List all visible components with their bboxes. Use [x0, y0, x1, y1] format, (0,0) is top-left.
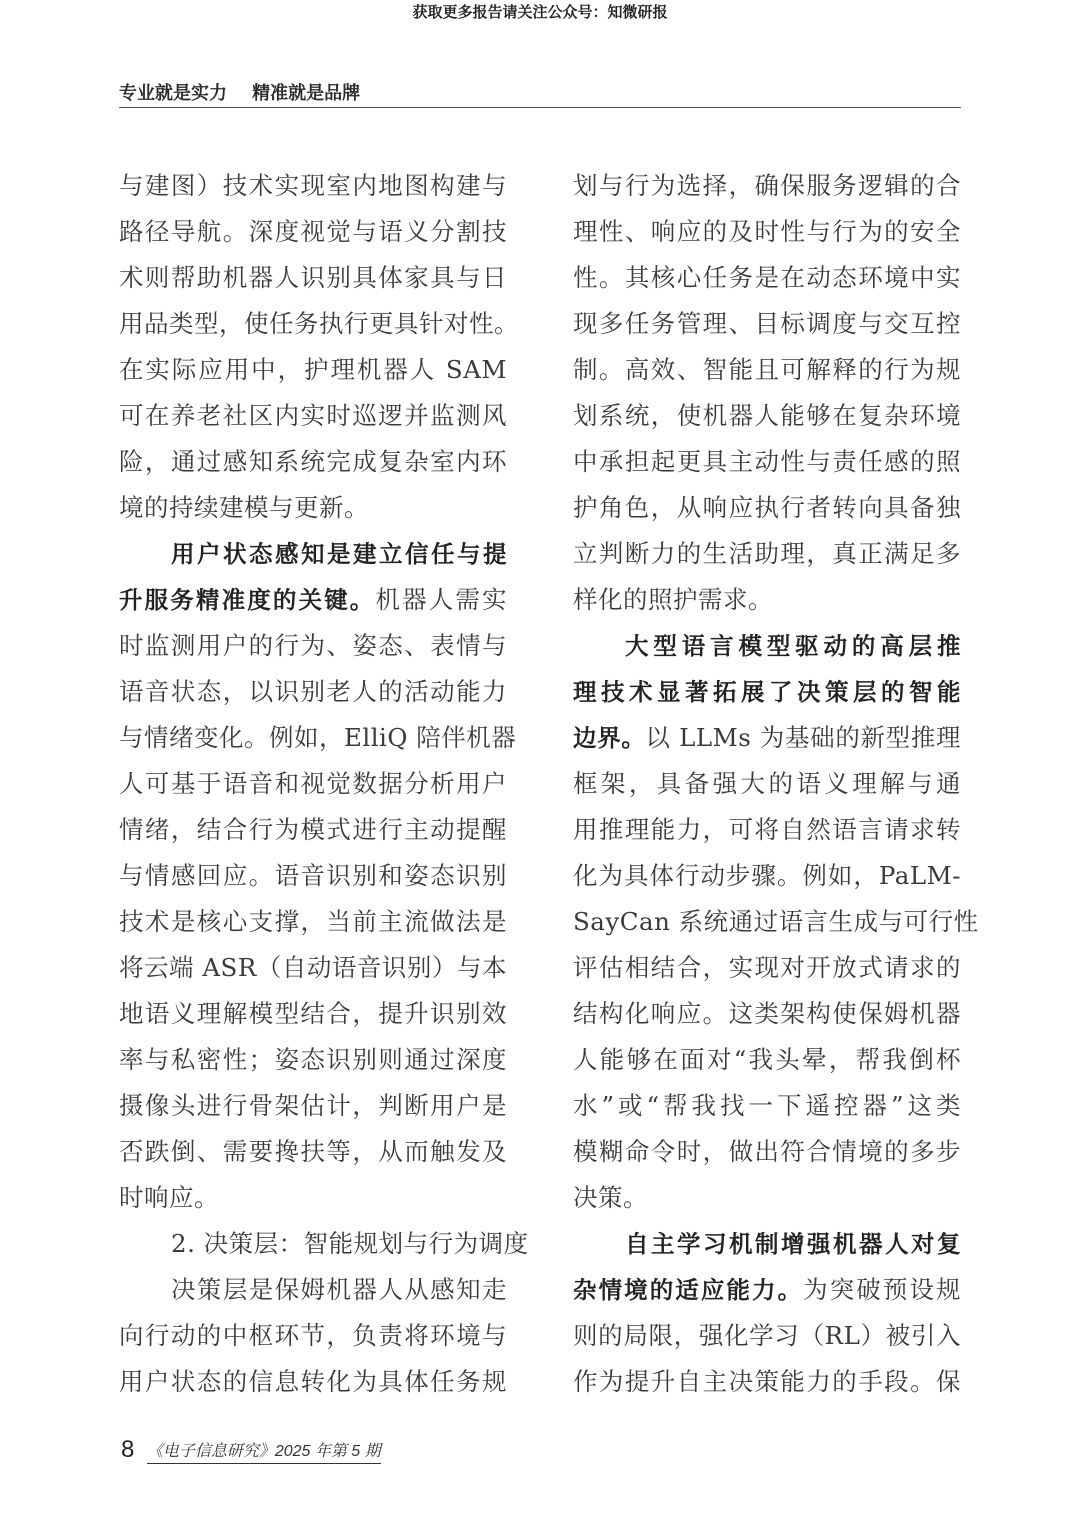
text-line [119, 761, 507, 807]
text-line [573, 209, 961, 255]
body-text: 技术是核心支撑，当前主流做法是 [119, 907, 507, 936]
body-text: 人可基于语音和视觉数据分析用户 [119, 769, 507, 798]
text-line [573, 301, 961, 347]
text-line [573, 669, 961, 715]
body-text: 作为提升自主决策能力的手段。保 [573, 1367, 961, 1396]
text-line [573, 393, 961, 439]
body-text: 境的持续建模与更新。 [119, 493, 369, 522]
journal-citation: 《电子信息研究》2025 年第 5 期 [147, 1438, 381, 1464]
text-line [573, 853, 961, 899]
text-line [119, 899, 507, 945]
text-line [573, 761, 961, 807]
body-text: 以 LLMs 为基础的新型推理 [645, 723, 961, 752]
text-line [573, 899, 979, 945]
body-text: 决策层是保姆机器人从感知走 [171, 1275, 507, 1304]
body-text: 与情感回应。语音识别和姿态识别 [119, 861, 507, 890]
body-text: SayCan 系统通过语言生成与可行性 [573, 907, 979, 936]
text-line [119, 669, 507, 715]
bold-lead-text: 理技术显著拓展了决策层的智能 [573, 678, 961, 706]
text-line [119, 853, 507, 899]
bold-lead-text: 边界。 [573, 724, 646, 752]
body-text: 决策。 [573, 1183, 648, 1212]
text-line [119, 991, 507, 1037]
text-line [573, 577, 961, 623]
body-text: 地语义理解模型结合，提升识别效 [119, 999, 507, 1028]
body-text: 评估相结合，实现对开放式请求的 [573, 953, 961, 982]
body-text: 结构化响应。这类架构使保姆机器 [573, 999, 961, 1028]
text-line [119, 301, 519, 347]
text-line [119, 577, 507, 623]
text-line [119, 163, 507, 209]
text-line [573, 1175, 961, 1221]
body-text: 划与行为选择，确保服务逻辑的合 [573, 171, 961, 200]
body-text: 化为具体行动步骤。例如，PaLM- [573, 861, 961, 890]
text-line [119, 1037, 507, 1083]
body-text: 术则帮助机器人识别具体家具与日 [119, 263, 507, 292]
text-line [119, 209, 507, 255]
text-line [119, 623, 507, 669]
body-text: 2. 决策层：智能规划与行为调度 [171, 1229, 529, 1258]
body-text: 现多任务管理、目标调度与交互控 [573, 309, 961, 338]
text-line [573, 715, 961, 761]
text-line [573, 1129, 961, 1175]
body-text: 用品类型，使任务执行更具针对性。 [119, 309, 519, 338]
body-text: 率与私密性；姿态识别则通过深度 [119, 1045, 507, 1074]
body-text: 立判断力的生活助理，真正满足多 [573, 539, 961, 568]
body-text: 为突破预设规 [803, 1275, 962, 1304]
bold-lead-text: 用户状态感知是建立信任与提 [171, 540, 507, 568]
page-number: 8 [121, 1436, 135, 1463]
text-line [573, 163, 961, 209]
body-text: 模糊命令时，做出符合情境的多步 [573, 1137, 961, 1166]
text-line [573, 1037, 961, 1083]
right-text-column [573, 163, 979, 1405]
text-line [119, 439, 507, 485]
body-text: 用户状态的信息转化为具体任务规 [119, 1367, 507, 1396]
text-line [573, 945, 961, 991]
body-text: 性。其核心任务是在动态环境中实 [573, 263, 961, 292]
bold-lead-text: 杂情境的适应能力。 [573, 1276, 804, 1304]
body-text: 语音状态，以识别老人的活动能力 [119, 677, 507, 706]
text-line [119, 1129, 507, 1175]
body-text: 中承担起更具主动性与责任感的照 [573, 447, 961, 476]
text-line [573, 991, 961, 1037]
text-line [573, 1359, 961, 1405]
text-line [119, 715, 517, 761]
body-text: 划系统，使机器人能够在复杂环境 [573, 401, 961, 430]
text-line [119, 255, 507, 301]
text-line [573, 1313, 961, 1359]
body-text: 制。高效、智能且可解释的行为规 [573, 355, 961, 384]
text-line [119, 1267, 507, 1313]
text-line [573, 623, 961, 669]
body-text: 路径导航。深度视觉与语义分割技 [119, 217, 507, 246]
text-line [573, 439, 961, 485]
text-line [119, 531, 507, 577]
body-text: 水”或“帮我找一下遥控器”这类 [573, 1091, 961, 1120]
text-line [119, 393, 507, 439]
text-line [119, 1083, 507, 1129]
bold-lead-text: 大型语言模型驱动的高层推 [625, 632, 961, 660]
text-line [119, 1359, 507, 1405]
body-text: 用推理能力，可将自然语言请求转 [573, 815, 961, 844]
promo-banner: 获取更多报告请关注公众号：知微研报 [412, 3, 668, 21]
body-text: 框架，具备强大的语义理解与通 [573, 769, 961, 798]
text-line [119, 485, 507, 531]
text-line [573, 531, 961, 577]
text-line [573, 807, 961, 853]
body-text: 则的局限，强化学习（RL）被引入 [573, 1321, 961, 1350]
body-text: 情绪，结合行为模式进行主动提醒 [119, 815, 507, 844]
body-text: 摄像头进行骨架估计，判断用户是 [119, 1091, 507, 1120]
body-text: 人能够在面对“我头晕，帮我倒杯 [573, 1045, 961, 1074]
bold-lead-text: 自主学习机制增强机器人对复 [625, 1230, 961, 1258]
text-line [119, 347, 507, 393]
body-text: 时响应。 [119, 1183, 219, 1212]
text-line [119, 1313, 507, 1359]
text-line [573, 1267, 961, 1313]
text-line [573, 1221, 961, 1267]
text-line [573, 485, 961, 531]
header-divider [119, 107, 961, 108]
text-line [573, 347, 961, 393]
body-text: 向行动的中枢环节，负责将环境与 [119, 1321, 507, 1350]
body-text: 机器人需实 [375, 585, 508, 614]
body-text: 在实际应用中，护理机器人 SAM [119, 355, 507, 384]
body-text: 与建图）技术实现室内地图构建与 [119, 171, 507, 200]
body-text: 护角色，从响应执行者转向具备独 [573, 493, 961, 522]
body-text: 时监测用户的行为、姿态、表情与 [119, 631, 507, 660]
header-slogan: 专业就是实力 精准就是品牌 [119, 83, 361, 104]
text-line [573, 255, 961, 301]
body-text: 样化的照护需求。 [573, 585, 773, 614]
body-text: 与情绪变化。例如，ElliQ 陪伴机器 [119, 723, 517, 752]
text-line [119, 807, 507, 853]
text-line [119, 945, 507, 991]
text-line [119, 1175, 507, 1221]
body-text: 可在养老社区内实时巡逻并监测风 [119, 401, 507, 430]
text-line [119, 1221, 529, 1267]
body-text: 险，通过感知系统完成复杂室内环 [119, 447, 507, 476]
body-text: 否跌倒、需要搀扶等，从而触发及 [119, 1137, 507, 1166]
body-text: 理性、响应的及时性与行为的安全 [573, 217, 961, 246]
left-text-column [119, 163, 529, 1405]
text-line [573, 1083, 961, 1129]
body-text: 将云端 ASR（自动语音识别）与本 [119, 953, 507, 982]
page-footer [121, 1436, 381, 1466]
bold-lead-text: 升服务精准度的关键。 [119, 586, 376, 614]
